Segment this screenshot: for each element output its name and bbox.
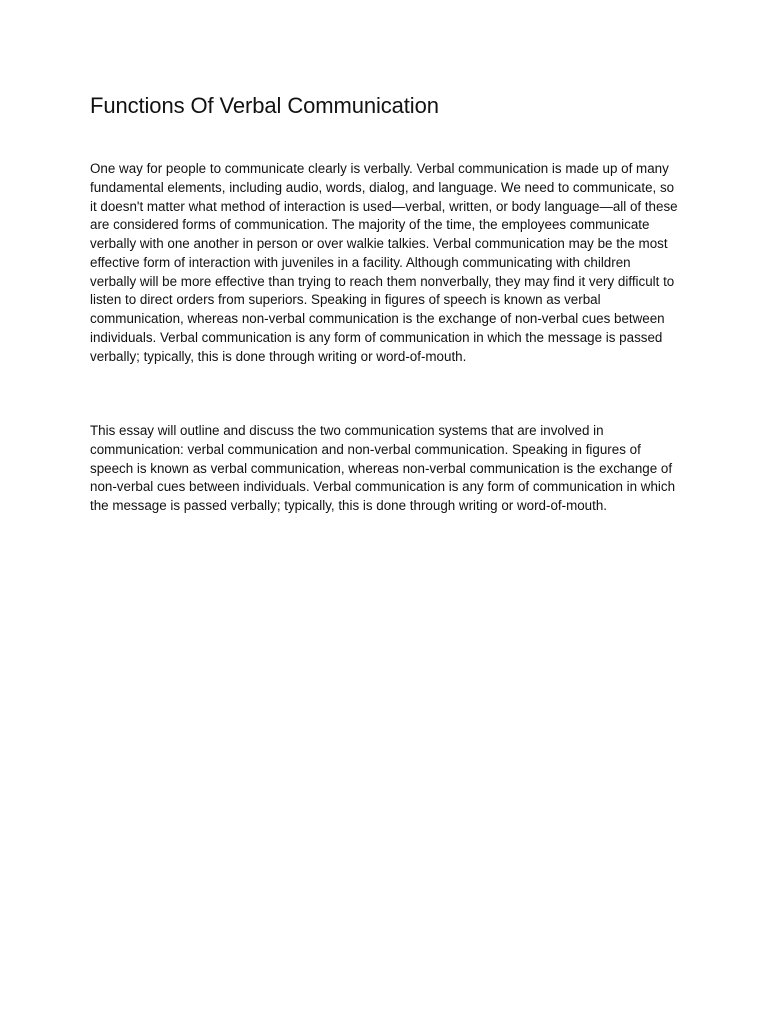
document-title: Functions Of Verbal Communication (90, 93, 439, 118)
body-paragraph-1: One way for people to communicate clearly is verbally. Verbal communication is made up of many fundamental elements, including audio, words, dialog, and language. We need to communicate, so it doesn't matter what method of interaction is used—verbal, written, or body language—all of these are considered forms of communication. The majority of the time, the employees communicate verbally with one another in person or over walkie talkies. Verbal communication may be the most effective form of interaction with juveniles in a facility. Although communicating with children verbally will be more effective than trying to reach them nonverbally, they may find it very difficult to listen to direct orders from superiors. Speaking in figures of speech is known as verbal communication, whereas non-verbal communication is the exchange of non-verbal cues between individuals. Verbal communication is any form of communication in which the message is passed verbally; typically, this is done through writing or word-of-mouth. (90, 161, 678, 364)
body-paragraph-2: This essay will outline and discuss the two communication systems that are involved in communication: verbal communication and non-verbal communication. Speaking in figures of speech is known as verbal communication, whereas non-verbal communication is the exchange of non-verbal cues between individuals. Verbal communication is any form of communication in which the message is passed verbally; typically, this is done through writing or word-of-mouth. (90, 423, 676, 513)
